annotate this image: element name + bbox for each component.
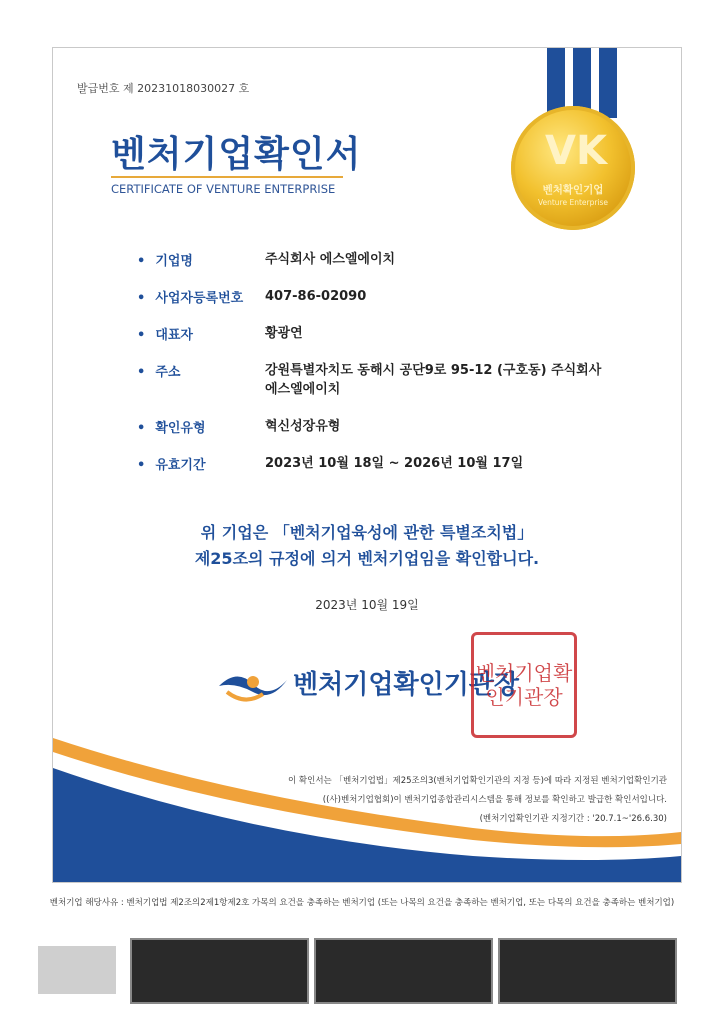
footer-line-2: ((사)벤처기업협회)이 벤처기업종합관리시스템을 통해 정보를 확인하고 발급한 확인서입니다.: [322, 795, 667, 805]
field-label: • 기업명: [137, 250, 265, 269]
field-value: 강원특별자치도 동해시 공단9로 95-12 (구호동) 주식회사 에스엘에이치: [265, 363, 602, 397]
verification-barcode-1: [130, 938, 309, 1004]
issue-number: 발급번호 제 20231018030027 호: [77, 82, 250, 95]
org-logo-icon: [217, 666, 289, 702]
verification-code-small: [38, 946, 116, 994]
field-value: 주식회사 에스엘에이치: [265, 252, 396, 267]
certificate-subtitle: CERTIFICATE OF VENTURE ENTERPRISE: [111, 182, 336, 196]
issue-date: 2023년 10월 19일: [315, 598, 419, 612]
venture-reason-note: 벤처기업 해당사유 : 벤처기업법 제2조의2제1항제2호 가목의 요건을 충족하는 벤처기업 (또는 나목의 요건을 충족하는 벤처기업, 또는 다목의 요건을 충족하는 벤처기업): [49, 898, 675, 908]
field-label: • 유효기간: [137, 454, 265, 473]
info-row: [137, 250, 657, 269]
footer-line-3: (벤처기업확인기관 지정기간 : '20.7.1~'26.6.30): [479, 814, 667, 824]
field-value: 2023년 10월 18일 ~ 2026년 10월 17일: [265, 456, 524, 471]
field-label: • 확인유형: [137, 417, 265, 436]
field-label: • 사업자등록번호: [137, 287, 265, 306]
certificate-title: 벤처기업확인서: [111, 134, 362, 175]
official-red-seal: 벤처기업확인기관장: [471, 632, 577, 738]
info-row: [137, 287, 657, 306]
seal-logo-mark: VK: [545, 128, 607, 174]
confirmation-line-1: 위 기업은 「벤처기업육성에 관한 특별조치법」: [200, 523, 534, 542]
verification-barcode-2: [314, 938, 493, 1004]
issuing-organization: 벤처기업확인기관장: [293, 670, 520, 700]
company-info: [137, 250, 657, 491]
info-row: [137, 361, 657, 399]
info-row: [137, 324, 657, 343]
decorative-wave: [53, 728, 681, 882]
field-value: 혁신성장유형: [265, 419, 341, 434]
venture-gold-seal: [511, 106, 635, 230]
info-row: [137, 454, 657, 473]
certificate: [52, 47, 682, 883]
verification-barcode-3: [498, 938, 677, 1004]
field-value: 407-86-02090: [265, 289, 367, 304]
field-label: • 대표자: [137, 324, 265, 343]
footer-line-1: 이 확인서는 「벤처기업법」제25조의3(벤처기업확인기관의 지정 등)에 따라 지정된 벤처기업확인기관: [287, 776, 667, 786]
title-underline: [111, 176, 343, 178]
field-value: 황광연: [265, 326, 303, 341]
seal-text-ko: 벤처확인기업: [542, 184, 604, 196]
info-row: [137, 417, 657, 436]
field-label: • 주소: [137, 361, 265, 399]
confirmation-line-2: 제25조의 규정에 의거 벤처기업임을 확인합니다.: [194, 549, 540, 568]
seal-text-en: Venture Enterprise: [537, 198, 609, 207]
